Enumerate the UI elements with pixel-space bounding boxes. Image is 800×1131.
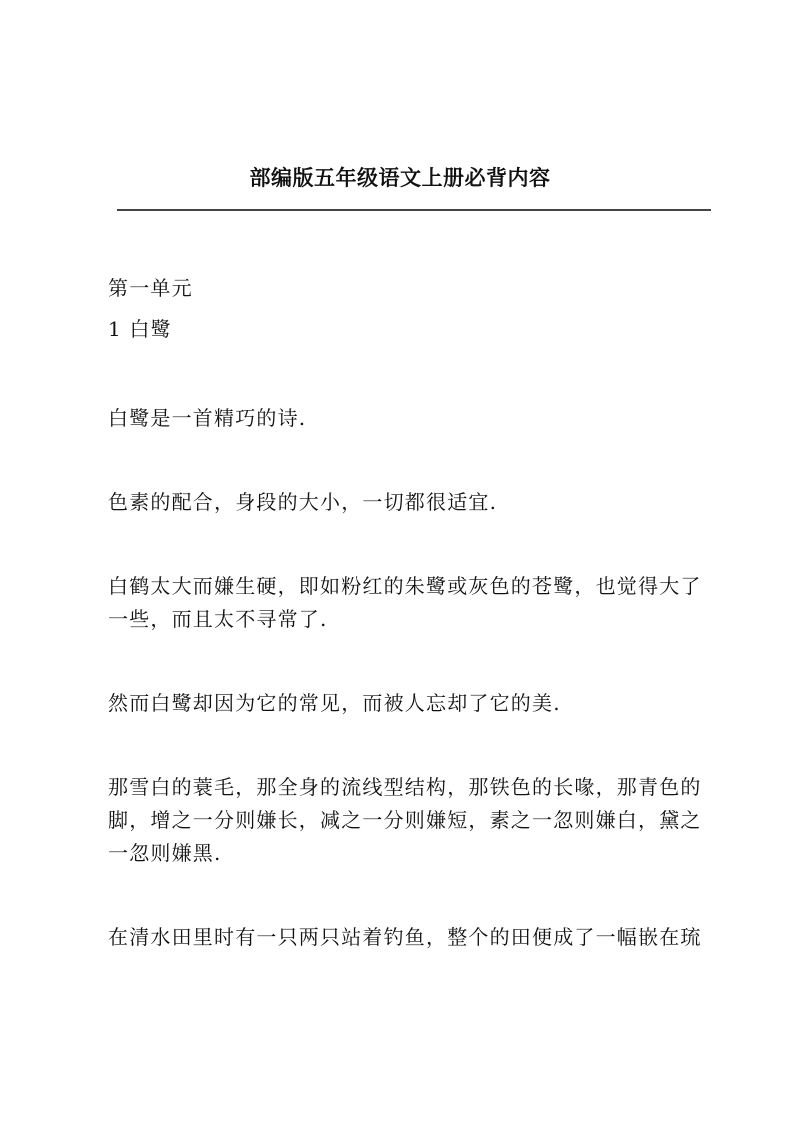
- document-title: 部编版五年级语文上册必背内容: [249, 165, 551, 190]
- paragraph: 那雪白的蓑毛，那全身的流线型结构，那铁色的长喙，那青色的脚，增之一分则嫌长，减之一分则嫌短，素之一忽则嫌白，黛之一忽则嫌黑.: [108, 775, 702, 865]
- paragraph: 然而白鹭却因为它的常见，而被人忘却了它的美.: [108, 691, 561, 715]
- document-body: [108, 272, 712, 954]
- paragraph: 白鹤太大而嫌生硬，即如粉红的朱鹭或灰色的苍鹭，也觉得大了一些，而且太不寻常了.: [108, 574, 702, 631]
- title-divider: [117, 209, 711, 211]
- paragraph: 在清水田里时有一只两只站着钓鱼，整个的田便成了一幅嵌在琉: [108, 925, 702, 949]
- paragraph: 白鹭是一首精巧的诗.: [108, 406, 307, 430]
- lesson-heading: 1 白鹭: [108, 317, 172, 341]
- unit-heading: 第一单元: [108, 276, 193, 300]
- paragraph: 色素的配合，身段的大小，一切都很适宜.: [108, 490, 498, 514]
